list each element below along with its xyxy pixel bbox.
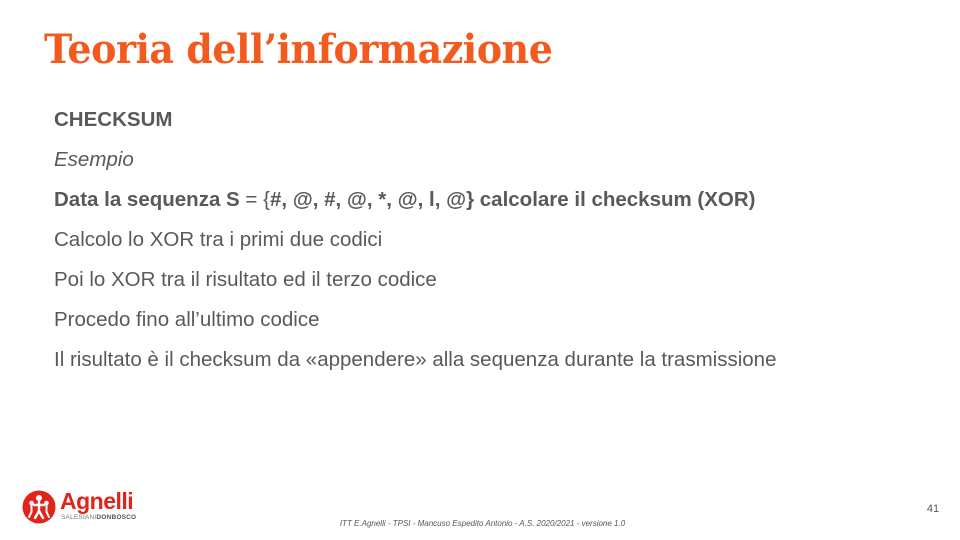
slide-title: Teoria dell’informazione — [44, 25, 553, 73]
footer-text: ITT E.Agnelli - TPSI - Mancuso Espedito Antonio - A.S. 2020/2021 - versione 1.0 — [339, 519, 626, 528]
logo-name: Agnelli — [60, 488, 134, 514]
content-step: Calcolo lo XOR tra i primi due codici — [54, 228, 383, 251]
statement-suffix: } calcolare il checksum (XOR) — [466, 188, 756, 211]
slide-content — [54, 100, 924, 380]
content-statement — [54, 180, 924, 220]
content-step: Il risultato è il checksum da «appendere» alla sequenza durante la trasmissione — [54, 348, 777, 371]
content-subheading: Esempio — [54, 148, 134, 171]
content-step: Procedo fino all’ultimo codice — [54, 308, 320, 331]
statement-middle: = { — [239, 188, 270, 211]
content-step: Poi lo XOR tra il risultato ed il terzo codice — [54, 268, 437, 291]
statement-sequence: #, @, #, @, *, @, l, @ — [269, 188, 467, 211]
content-heading: CHECKSUM — [54, 108, 173, 131]
statement-prefix: Data la sequenza S — [54, 188, 240, 211]
logo-sub-left: SALESIANI — [61, 514, 97, 521]
logo-sub-right: DONBOSCO — [96, 514, 137, 521]
page-number: 41 — [926, 503, 940, 515]
